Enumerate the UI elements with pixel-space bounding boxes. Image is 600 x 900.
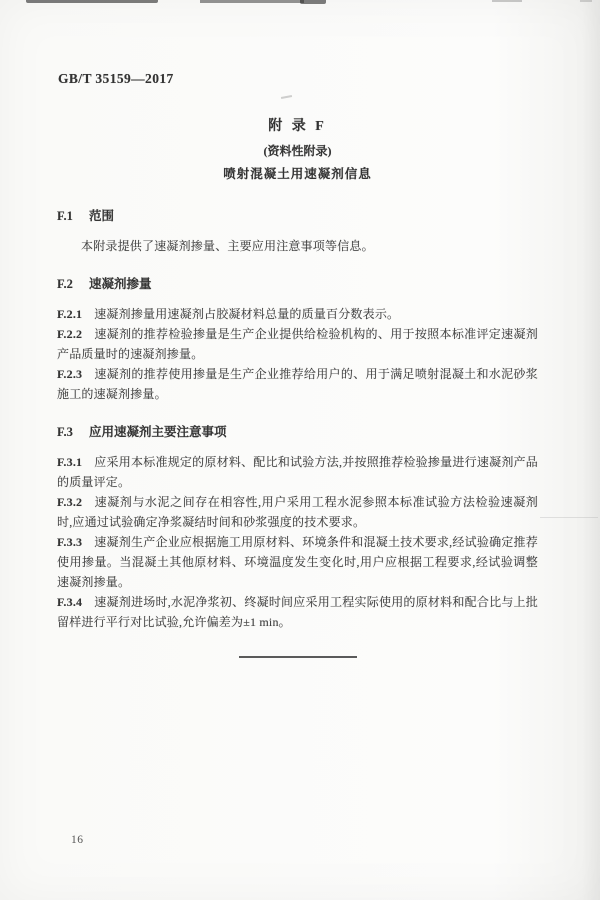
appendix-title-block (57, 118, 538, 182)
clause-paragraph (57, 592, 538, 632)
section-heading-f3 (57, 424, 538, 440)
scan-artifact-top-3 (300, 0, 326, 4)
section-number: F.3 (57, 425, 73, 439)
scan-artifact-top-2 (200, 0, 304, 3)
appendix-type-note: (资料性附录) (263, 144, 332, 158)
clause-paragraph (57, 324, 538, 364)
end-of-appendix-rule (239, 656, 357, 658)
scan-artifact-top-5 (580, 0, 592, 2)
section-number: F.1 (57, 209, 73, 223)
standard-number: GB/T 35159—2017 (58, 71, 174, 86)
scan-artifact-top-4 (492, 0, 522, 2)
clause-number: F.3.4 (57, 595, 83, 609)
scan-artifact-hairline (540, 517, 598, 518)
section-title: 范围 (89, 209, 115, 223)
section-f3 (57, 424, 538, 632)
clause-text: 速凝剂与水泥之间存在相容性,用户采用工程水泥参照本标准试验方法检验速凝剂时,应通过试验确定净浆凝结时间和砂浆强度的技术要求。 (57, 495, 538, 529)
clause-number: F.3.1 (57, 455, 83, 469)
clause-number: F.2.3 (57, 367, 83, 381)
section-f1 (57, 208, 538, 256)
section-heading-f1 (57, 208, 538, 224)
clause-paragraph (57, 304, 538, 324)
scan-artifact-top-1 (26, 0, 158, 3)
clause-number: F.3.2 (57, 495, 83, 509)
clause-number: F.3.3 (57, 535, 83, 549)
appendix-content (57, 118, 538, 658)
clause-paragraph (57, 492, 538, 532)
clause-paragraph (57, 364, 538, 404)
clause-text: 速凝剂的推荐使用掺量是生产企业推荐给用户的、用于满足喷射混凝土和水泥砂浆施工的速凝剂掺量。 (57, 367, 538, 401)
appendix-title: 喷射混凝土用速凝剂信息 (223, 167, 372, 181)
clause-paragraph (57, 532, 538, 592)
clause-text: 速凝剂掺量用速凝剂占胶凝材料总量的质量百分数表示。 (94, 307, 400, 321)
clause-number: F.2.2 (57, 327, 83, 341)
section-number: F.2 (57, 277, 73, 291)
clause-paragraph (57, 452, 538, 492)
section-f2 (57, 276, 538, 404)
clause-text: 速凝剂生产企业应根据施工用原材料、环境条件和混凝土技术要求,经试验确定推荐使用掺量。当混凝土其他原材料、环境温度发生变化时,用户应根据工程要求,经试验调整速凝剂掺量。 (57, 535, 538, 589)
page-number: 16 (71, 834, 84, 846)
appendix-label: 附 录 F (268, 119, 327, 134)
section-heading-f2 (57, 276, 538, 292)
clause-number: F.2.1 (57, 307, 83, 321)
clause-paragraph (57, 236, 538, 256)
clause-text: 本附录提供了速凝剂掺量、主要应用注意事项等信息。 (81, 239, 374, 253)
section-title: 速凝剂掺量 (89, 277, 152, 291)
section-title: 应用速凝剂主要注意事项 (89, 425, 227, 439)
scan-artifact-smudge (281, 95, 292, 99)
clause-text: 速凝剂的推荐检验掺量是生产企业提供给检验机构的、用于按照本标准评定速凝剂产品质量时的速凝剂掺量。 (57, 327, 538, 361)
clause-text: 速凝剂进场时,水泥净浆初、终凝时间应采用工程实际使用的原材料和配合比与上批留样进行平行对比试验,允许偏差为±1 min。 (57, 595, 538, 629)
clause-text: 应采用本标准规定的原材料、配比和试验方法,并按照推荐检验掺量进行速凝剂产品的质量评定。 (57, 455, 538, 489)
